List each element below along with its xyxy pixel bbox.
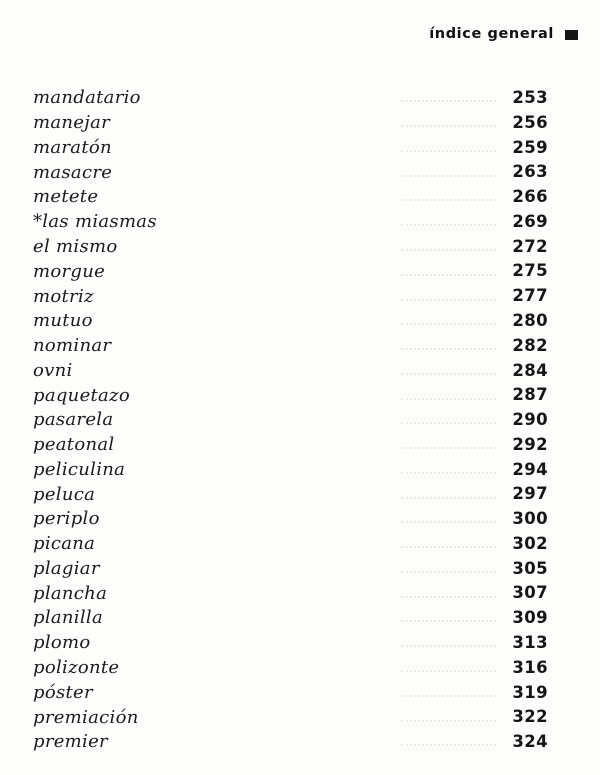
index-row	[33, 111, 548, 136]
index-row	[33, 705, 548, 730]
entry-term: motriz	[33, 285, 94, 307]
dot-leader	[401, 323, 496, 325]
entry-term: maratón	[33, 136, 112, 158]
dot-leader	[401, 695, 496, 697]
entry-page-number: 256	[512, 112, 548, 132]
entry-page-number: 280	[512, 311, 548, 331]
dot-leader	[401, 348, 496, 350]
index-row	[33, 656, 548, 681]
entry-term: nominar	[33, 335, 112, 357]
entry-term: polizonte	[33, 656, 120, 678]
entry-page-number: 287	[512, 385, 548, 405]
entry-term: plagiar	[33, 557, 100, 579]
entry-term: peliculina	[33, 458, 126, 480]
index-row	[33, 210, 548, 235]
index-row	[33, 557, 548, 582]
index-row	[33, 581, 548, 606]
entry-term: mutuo	[33, 310, 93, 332]
index-row	[33, 408, 548, 433]
entry-term: el mismo	[33, 235, 118, 257]
dot-leader	[401, 670, 496, 672]
dot-leader	[401, 422, 496, 424]
index-row	[33, 284, 548, 309]
index-row	[33, 185, 548, 210]
entry-page-number: 319	[512, 682, 548, 702]
entry-page-number: 259	[512, 137, 548, 157]
entry-term: póster	[33, 681, 93, 703]
dot-leader	[401, 100, 496, 102]
index-list	[33, 86, 548, 755]
index-row	[33, 680, 548, 705]
index-row	[33, 507, 548, 532]
index-row	[33, 259, 548, 284]
entry-term: picana	[33, 533, 96, 555]
dot-leader	[401, 224, 496, 226]
dot-leader	[401, 620, 496, 622]
entry-page-number: 253	[512, 88, 548, 108]
entry-term: mandatario	[33, 87, 141, 109]
entry-page-number: 300	[512, 509, 548, 529]
entry-term: pasarela	[33, 409, 114, 431]
page-header	[429, 27, 578, 42]
entry-page-number: 313	[512, 632, 548, 652]
entry-page-number: 263	[512, 162, 548, 182]
index-row	[33, 606, 548, 631]
index-row	[33, 358, 548, 383]
index-row	[33, 309, 548, 334]
entry-page-number: 307	[512, 583, 548, 603]
dot-leader	[401, 447, 496, 449]
entry-term: plancha	[33, 582, 108, 604]
index-row	[33, 136, 548, 161]
entry-term: peluca	[33, 483, 96, 505]
index-row	[33, 482, 548, 507]
entry-term: masacre	[33, 161, 113, 183]
entry-term: manejar	[33, 112, 111, 134]
entry-term: peatonal	[33, 434, 115, 456]
entry-term: planilla	[33, 607, 104, 629]
dot-leader	[401, 571, 496, 573]
dot-leader	[401, 497, 496, 499]
index-row	[33, 730, 548, 755]
dot-leader	[401, 175, 496, 177]
entry-term: premiación	[33, 706, 139, 728]
entry-term: ovni	[33, 359, 73, 381]
dot-leader	[401, 150, 496, 152]
page-title: índice general	[429, 26, 554, 42]
entry-page-number: 290	[512, 410, 548, 430]
dot-leader	[401, 521, 496, 523]
index-row	[33, 457, 548, 482]
dot-leader	[401, 596, 496, 598]
entry-term: morgue	[33, 260, 106, 282]
dot-leader	[401, 744, 496, 746]
dot-leader	[401, 720, 496, 722]
entry-term: *las miasmas	[33, 211, 157, 233]
entry-page-number: 305	[512, 558, 548, 578]
entry-term: plomo	[33, 632, 91, 654]
index-row	[33, 160, 548, 185]
index-row	[33, 383, 548, 408]
entry-page-number: 284	[512, 360, 548, 380]
dot-leader	[401, 398, 496, 400]
entry-page-number: 324	[512, 732, 548, 752]
entry-page-number: 269	[512, 211, 548, 231]
dot-leader	[401, 125, 496, 127]
index-row	[33, 631, 548, 656]
entry-page-number: 275	[512, 261, 548, 281]
dot-leader	[401, 199, 496, 201]
entry-term: periplo	[33, 508, 100, 530]
dot-leader	[401, 274, 496, 276]
entry-page-number: 266	[512, 187, 548, 207]
entry-page-number: 292	[512, 434, 548, 454]
entry-term: metete	[33, 186, 99, 208]
entry-page-number: 302	[512, 533, 548, 553]
entry-page-number: 294	[512, 459, 548, 479]
index-row	[33, 86, 548, 111]
dot-leader	[401, 373, 496, 375]
dot-leader	[401, 546, 496, 548]
entry-page-number: 297	[512, 484, 548, 504]
index-row	[33, 334, 548, 359]
dot-leader	[401, 472, 496, 474]
dot-leader	[401, 299, 496, 301]
entry-page-number: 322	[512, 707, 548, 727]
entry-page-number: 282	[512, 335, 548, 355]
dot-leader	[401, 645, 496, 647]
entry-page-number: 309	[512, 608, 548, 628]
entry-page-number: 277	[512, 286, 548, 306]
section-square-icon	[565, 30, 578, 40]
index-row	[33, 235, 548, 260]
entry-term: paquetazo	[33, 384, 131, 406]
entry-page-number: 272	[512, 236, 548, 256]
entry-page-number: 316	[512, 657, 548, 677]
dot-leader	[401, 249, 496, 251]
entry-term: premier	[33, 731, 108, 753]
index-row	[33, 433, 548, 458]
index-row	[33, 532, 548, 557]
